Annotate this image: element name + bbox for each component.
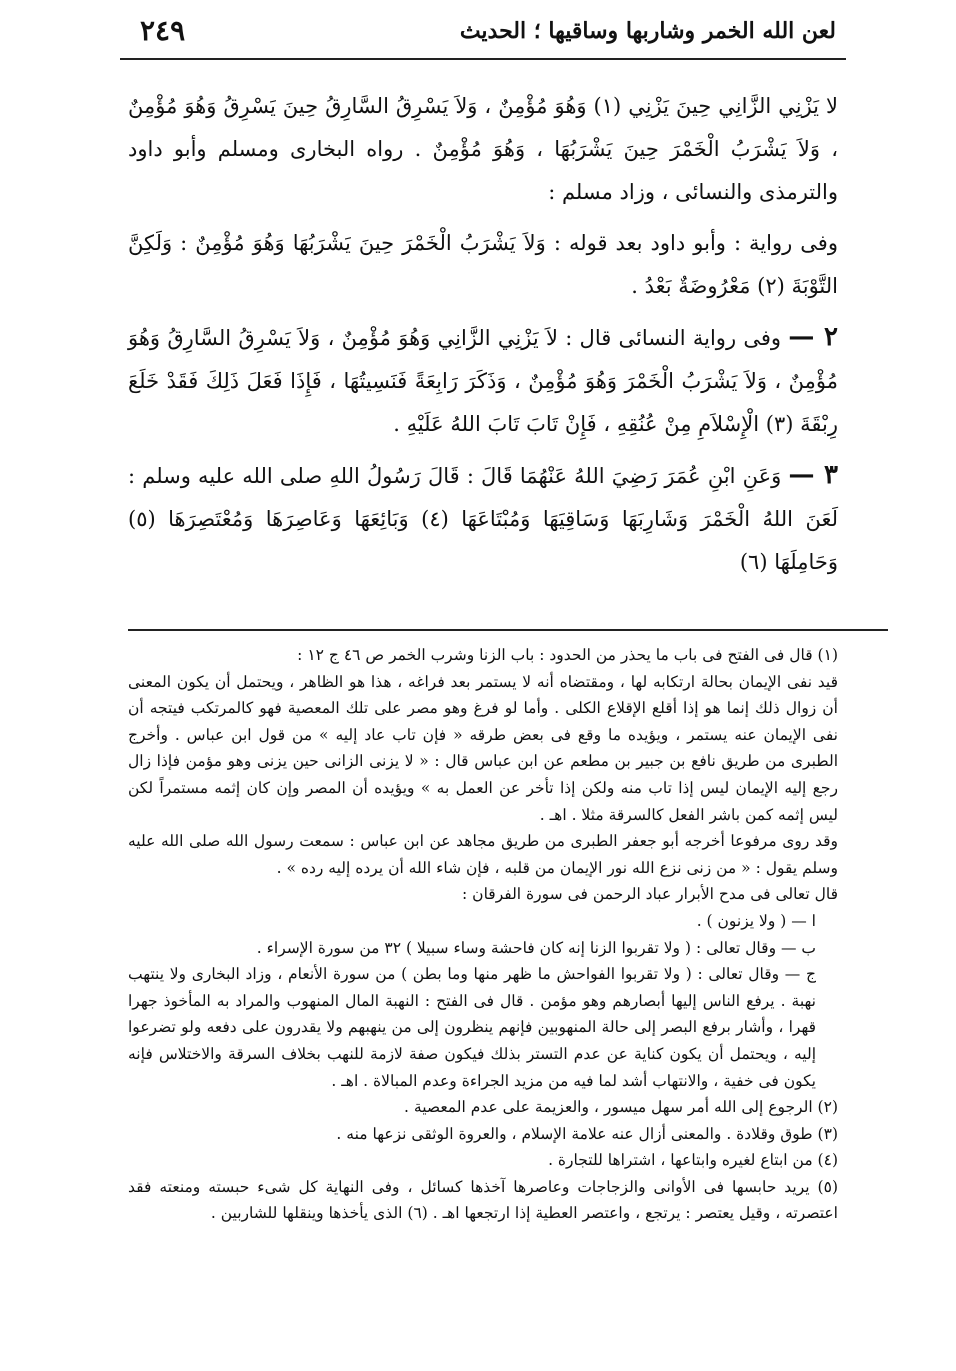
footnotes (128, 642, 838, 1227)
footnote-divider (128, 629, 888, 631)
hadith-2 (128, 316, 838, 446)
footnote-1-item-jeem: ج — وقال تعالى : ( ولا تقربوا الفواحش ما ظهر منها وما بطن ) من سورة الأنعام ، وزاد البخارى ولا ينتهب نهبة . يرفع الناس إليها أبصارهم وهو مؤمن . قال فى الفتح : النهبة المال المنهوب والمراد به المأخوذ جهرا قهرا ، وأشار برفع البصر إلى حالة المنهوبين فإنهم ينظرون إلى من ينهبهم ولا يقدرون على دفعه ولو تضرعوا إليه ، ويحتمل أن يكون كناية عن عدم التستر بذلك فيكون صفة لازمة للنهب بخلاف السرقة والاختلاس فإنه يكون فى خفية ، والانتهاب أشد لما فيه من مزيد الجراءة وعدم المبالاة . اهـ . (128, 965, 816, 1090)
footnote-1-item-beh: ب — وقال تعالى : ( ولا تقربوا الزنا إنه كان فاحشة وساء سبيلا ) ٣٢ من سورة الإسراء . (256, 938, 816, 957)
footnote-4: (٤) من ابتاع لغيره وابتاعها ، اشتراها للتجارة . (548, 1151, 838, 1170)
page-header (120, 10, 846, 60)
hadith-2-number: ٢ — (788, 322, 838, 352)
footnote-1-quran-intro: قال تعالى فى مدح الأبرار عباد الرحمن فى سورة الفرقان : (462, 885, 838, 904)
footnote-5-6: (٥) يريد حابسها فى الأوانى والزجاجات وعاصرها آخذها كسائل ، وفى النهاية كل شىء حبسته ومنعته فقد اعتصرته ، وقيل يعتصر : يرتجع ، واعتصر العطية إذا ارتجعها اهـ . (٦) الذى يأخذها وينقلها للشاربين . (128, 1177, 838, 1223)
variant-narration: وفى رواية : وأبو داود بعد قوله : وَلاَ يَشْرَبُ الْخَمْرَ حِينَ يَشْرَبُهَا وَهُوَ مُؤْمِنٌ : وَلَكِنَّ التَّوْبَةَ (٢) مَعْرُوضَةٌ بَعْدُ . (128, 231, 838, 298)
hadith-1-text: لا يَزْنِي الزَّانِي حِينَ يَزْنِي (١) وَهُوَ مُؤْمِنٌ ، وَلاَ يَسْرِقُ السَّارِقُ حِينَ يَسْرِقُ وَهُوَ مُؤْمِنٌ ، وَلاَ يَشْرَبُ الْخَمْرَ حِينَ يَشْرَبُهَا ، وَهُوَ مُؤْمِنٌ . رواه البخارى ومسلم وأبو داود والترمذى والنسائى ، وزاد مسلم : (128, 94, 838, 204)
footnote-1-heading: (١) قال فى الفتح فى باب ما يحذر من الحدود : باب الزنا وشرب الخمر ص ٤٦ ج ١٢ : (297, 646, 838, 664)
hadith-3-text: وَعَنِ ابْنِ عُمَرَ رَضِيَ اللهُ عَنْهُمَا قَالَ : قَالَ رَسُولُ اللهِ صلى الله عليه وسلم : لَعَنَ اللهُ الْخَمْرَ وَشَارِبَهَا وَسَاقِيَهَا وَمُبْتَاعَهَا (٤) وَبَائِعَهَا وَعَاصِرَهَا وَمُعْتَصِرَهَا (٥) وَحَامِلَهَا (٦) (128, 464, 838, 574)
hadith-3-number: ٣ — (788, 460, 838, 490)
footnote-2: (٢) الرجوع إلى الله أمر سهل ميسور ، والعزيمة على عدم المعصية . (404, 1098, 838, 1117)
running-title: لعن الله الخمر وشاربها وساقيها ؛ الحديث (459, 18, 836, 44)
footnote-3: (٣) طوق وقلادة . والمعنى أزال عنه علامة الإسلام ، والعروة الوثقى نزعها منه . (336, 1124, 838, 1143)
footnote-1-list (128, 908, 838, 1094)
hadith-2-text: وفى رواية النسائى قال : لاَ يَزْنِي الزَّانِي وَهُوَ مُؤْمِنٌ ، وَلاَ يَسْرِقُ السَّارِقُ وَهُوَ مُؤْمِنٌ ، وَلاَ يَشْرَبُ الْخَمْرَ وَهُوَ مُؤْمِنٌ ، وَذَكَرَ رَابِعَةً فَنَسِيتُهَا ، فَإِذَا فَعَلَ ذَلِكَ فَقَدْ خَلَعَ رِبْقَةَ (٣) الْإِسْلاَمِ مِنْ عُنُقِهِ ، فَإِنْ تَابَ تَابَ اللهُ عَلَيْهِ . (128, 326, 838, 436)
page-number: ٢٤٩ (140, 14, 186, 47)
footnote-1-item-alef: ا — ( ولا يزنون ) . (696, 911, 816, 930)
footnote-1-narration: وقد روى مرفوعا أخرجه أبو جعفر الطبرى من طريق مجاهد عن ابن عباس : سمعت رسول الله صلى الله عليه وسلم يقول : « من زنى نزع الله نور الإيمان من قلبه ، فإن شاء الله أن يرده إليه رده » . (128, 832, 838, 877)
footnote-1-body: قيد نفى الإيمان بحالة ارتكابه لها ، ومقتضاه أنه لا يستمر بعد فراغه ، هذا هو الظاهر ، ويحتمل أن يكون المعنى أن زوال ذلك إنما هو إذا أقلع الإقلاع الكلى . وأما لو فرغ وهو مصر على تلك المعصية فهو كالمرتكب فيتجه أن نفى الإيمان عنه يستمر ، ويؤيده ما وقع فى بعض طرقه « فإن تاب عاد إليه » من قول ابن عباس . وأخرج الطبرى من طريق نافع بن جبير بن مطعم عن ابن عباس قال : « لا يزنى الزانى حين يزنى وهو مؤمن فإذا زال رجع إليه الإيمان ليس إذا تاب منه ولكن إذا تأخر عن العمل به » ويؤيده أن المصر وإن كان إثمه مستمراً لكن ليس إثمه كمن باشر الفعل كالسرقة مثلا . اهـ . (128, 672, 838, 824)
hadith-3 (128, 454, 838, 584)
main-text (128, 85, 838, 592)
